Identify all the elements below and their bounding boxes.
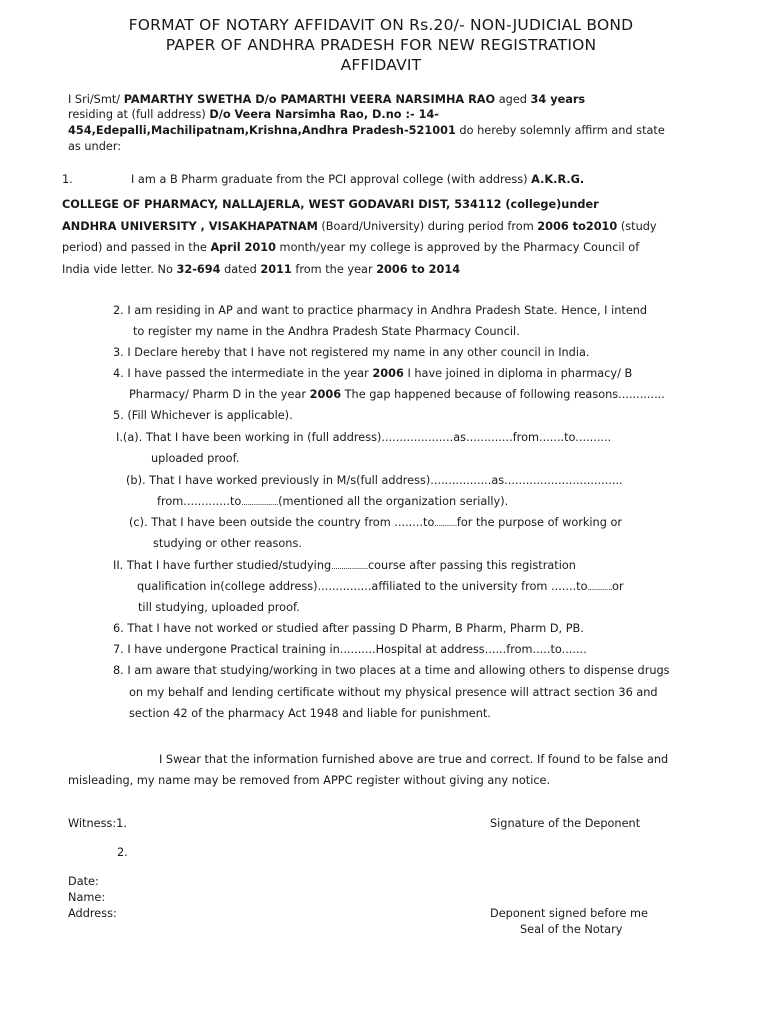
title-line-2: PAPER OF ANDHRA PRADESH FOR NEW REGISTRATION bbox=[165, 36, 597, 54]
item5-a-line-1: I.(a). That I have been working in (full address)....................as.............from.......to.......... bbox=[116, 431, 612, 444]
item5-c-line-1: (c). That I have been outside the country from ........to...........for the purpose of working or bbox=[129, 516, 623, 529]
item1-line-2 bbox=[62, 198, 599, 212]
item2-line-2: to register my name in the Andhra Pradesh State Pharmacy Council. bbox=[133, 325, 520, 338]
item7-line: 7. I have undergone Practical training in..........Hospital at address......from.....to....... bbox=[113, 643, 587, 656]
item4-line-2: Pharmacy/ Pharm D in the year 2006 The gap happened because of following reasons............. bbox=[129, 388, 665, 401]
item5-b-line-1: (b). That I have worked previously in M/s(full address).................as................................. bbox=[126, 474, 623, 487]
item1-line-4: period) and passed in the April 2010 month/year my college is approved by the Pharmacy Council of bbox=[62, 241, 640, 254]
document-title bbox=[60, 15, 702, 75]
item5-ii-line-1: II. That I have further studied/studying..................course after passing this registration bbox=[113, 559, 576, 572]
item2-line-1: 2. I am residing in AP and want to practice pharmacy in Andhra Pradesh State. Hence, I intend bbox=[113, 304, 648, 317]
witness-2-label: 2. bbox=[117, 846, 128, 859]
item5-ii-line-3: till studying, uploaded proof. bbox=[138, 601, 300, 614]
item3-line: 3. I Declare hereby that I have not registered my name in any other council in India. bbox=[113, 346, 590, 359]
item8-line-1: 8. I am aware that studying/working in two places at a time and allowing others to dispense drugs bbox=[113, 664, 670, 677]
deponent-age: 34 years bbox=[530, 93, 586, 106]
intro-line-2: residing at (full address) D/o Veera Narsimha Rao, D.no :- 14- bbox=[68, 108, 439, 121]
address-part-2: 454,Edepalli,Machilipatnam,Krishna,Andhra Pradesh-521001 bbox=[68, 124, 456, 137]
item1-line-3: ANDHRA UNIVERSITY , VISAKHAPATNAM (Board/University) during period from 2006 to2010 (study bbox=[62, 220, 657, 233]
notary-seal-label: Seal of the Notary bbox=[520, 923, 623, 936]
title-line-3: AFFIDAVIT bbox=[340, 56, 422, 74]
signature-label: Signature of the Deponent bbox=[490, 817, 641, 830]
item5-c-line-2: studying or other reasons. bbox=[153, 537, 302, 550]
intro-line-3: 454,Edepalli,Machilipatnam,Krishna,Andhra Pradesh-521001 do hereby solemnly affirm and state bbox=[68, 124, 665, 137]
witness-1-label: Witness:1. bbox=[68, 817, 127, 830]
swear-line-1: I Swear that the information furnished above are true and correct. If found to be false and bbox=[159, 753, 669, 766]
deponent-name: PAMARTHY SWETHA D/o PAMARTHI VEERA NARSIMHA RAO bbox=[123, 93, 496, 106]
deponent-signed-label: Deponent signed before me bbox=[490, 907, 648, 920]
item5-b-line-2: from.............to..................(mentioned all the organization serially). bbox=[157, 495, 509, 508]
title-line-1: FORMAT OF NOTARY AFFIDAVIT ON Rs.20/- NON-JUDICIAL BOND bbox=[128, 16, 634, 34]
swear-line-2: misleading, my name may be removed from APPC register without giving any notice. bbox=[68, 774, 551, 787]
item1-number: 1. bbox=[62, 173, 73, 186]
item4-line-1: 4. I have passed the intermediate in the year 2006 I have joined in diploma in pharmacy/ B bbox=[113, 367, 633, 380]
university-name: ANDHRA UNIVERSITY , VISAKHAPATNAM bbox=[62, 220, 318, 233]
item8-line-2: on my behalf and lending certificate without my physical presence will attract section 36 and bbox=[129, 686, 658, 699]
address-part-1: D/o Veera Narsimha Rao, D.no :- 14- bbox=[209, 108, 439, 121]
item6-line: 6. That I have not worked or studied after passing D Pharm, B Pharm, Pharm D, PB. bbox=[113, 622, 584, 635]
item5-heading: 5. (Fill Whichever is applicable). bbox=[113, 409, 293, 422]
date-label: Date: bbox=[68, 875, 99, 888]
name-label: Name: bbox=[68, 891, 106, 904]
item5-a-line-2: uploaded proof. bbox=[151, 452, 240, 465]
address-label: Address: bbox=[68, 907, 117, 920]
intro-line-4: as under: bbox=[68, 140, 122, 153]
item1-line-1: I am a B Pharm graduate from the PCI approval college (with address) A.K.R.G. bbox=[131, 173, 585, 186]
item8-line-3: section 42 of the pharmacy Act 1948 and liable for punishment. bbox=[129, 707, 491, 720]
intro-line-1: I Sri/Smt/ PAMARTHY SWETHA D/o PAMARTHI VEERA NARSIMHA RAO aged 34 years bbox=[68, 93, 586, 106]
college-name: COLLEGE OF PHARMACY, NALLAJERLA, WEST GODAVARI DIST, 534112 (college)under bbox=[62, 198, 599, 211]
item1-line-5: India vide letter. No 32-694 dated 2011 from the year 2006 to 2014 bbox=[62, 263, 461, 276]
item5-ii-line-2: qualification in(college address)...............affiliated to the university from .......to............or bbox=[137, 580, 624, 593]
